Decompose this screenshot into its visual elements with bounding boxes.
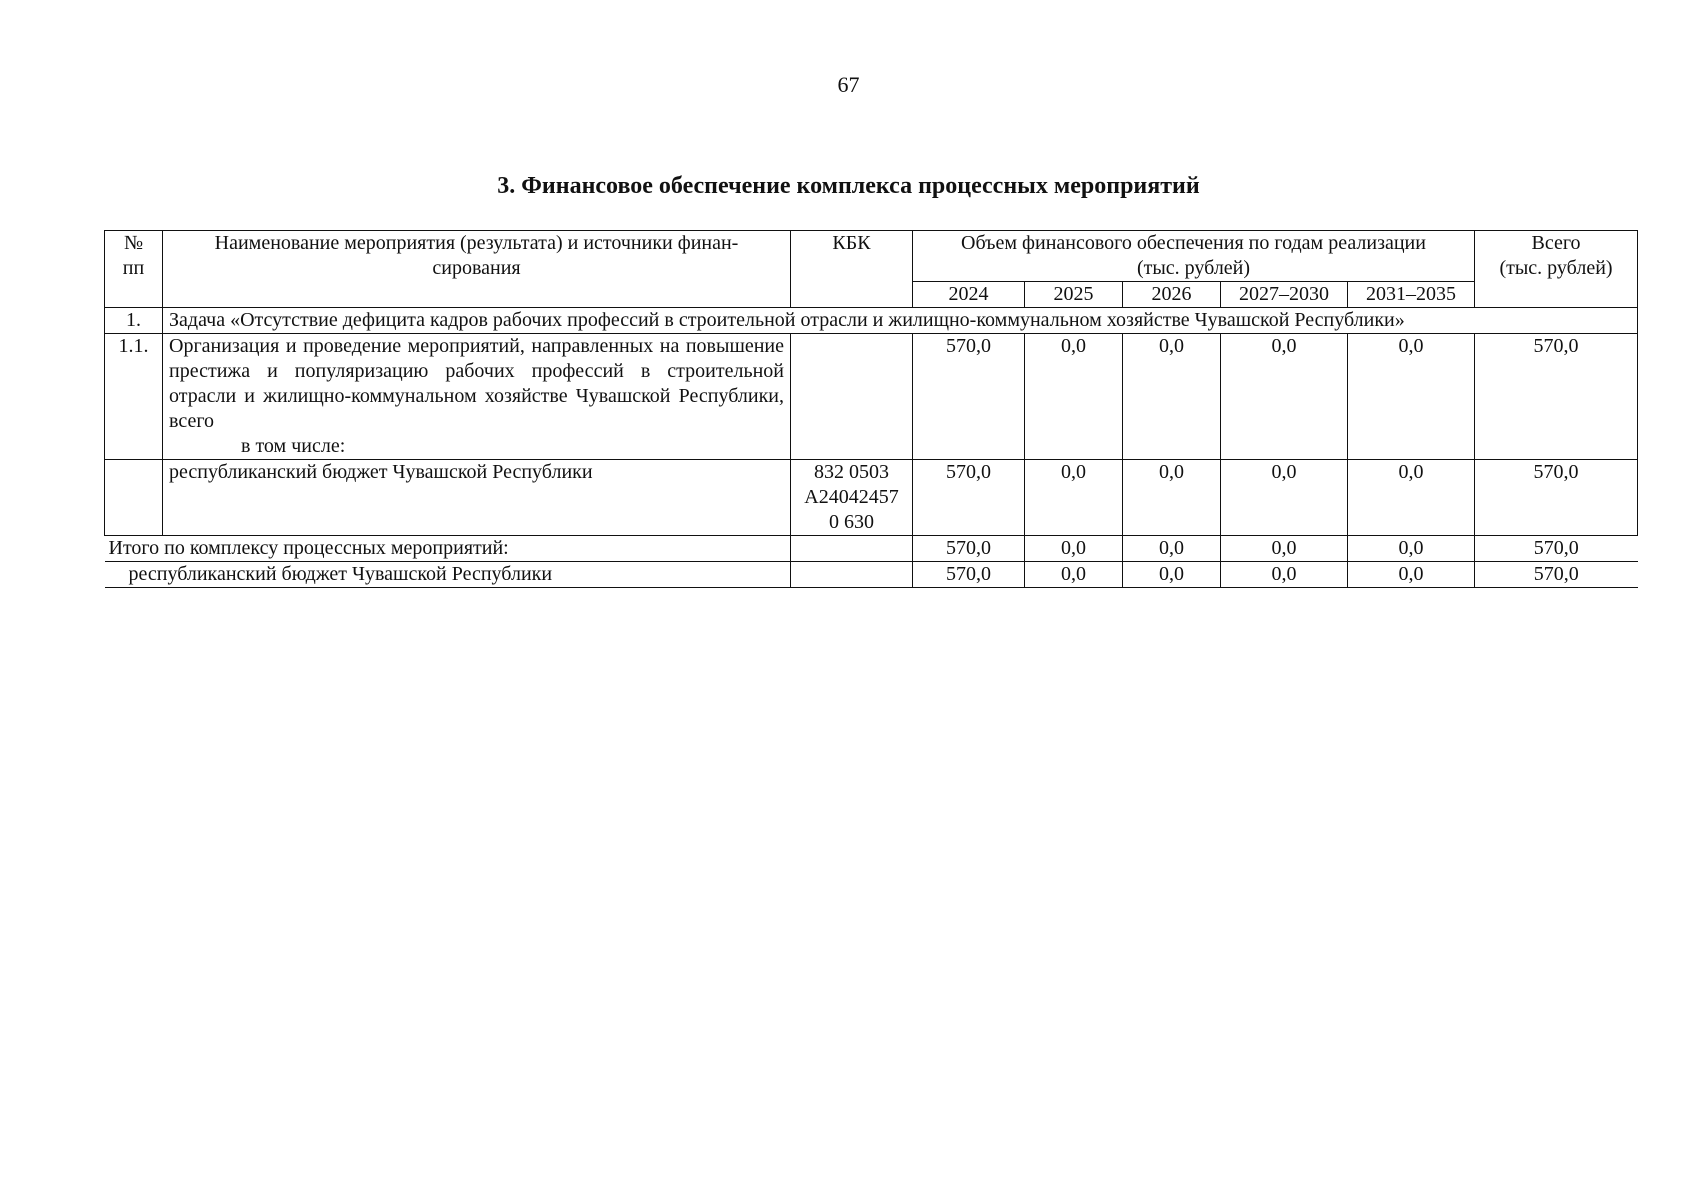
header-total: Всего (тыс. рублей) (1475, 231, 1638, 308)
header-year: 2024 (913, 282, 1025, 308)
summary-label: Итого по комплексу процессных мероприятий: (105, 536, 791, 562)
section-title: 3. Финансовое обеспечение комплекса процессных мероприятий (497, 173, 1200, 199)
budget-row (105, 460, 1638, 536)
summary-value: 570,0 (913, 536, 1025, 562)
kbk-line: 832 0503 (814, 461, 889, 483)
header-kbk: КБК (791, 231, 913, 308)
event-note: в том числе: (241, 435, 346, 457)
summary-row (105, 536, 1638, 562)
kbk-line: 0 630 (829, 511, 874, 533)
header-num: № пп (105, 231, 163, 308)
summary-budget-label: республиканский бюджет Чувашской Республики (105, 562, 791, 588)
header-year: 2027–2030 (1221, 282, 1348, 308)
event-value: 0,0 (1221, 334, 1348, 460)
financing-table (104, 230, 1638, 588)
summary-budget-value: 0,0 (1123, 562, 1221, 588)
header-row-1 (105, 231, 1638, 282)
summary-value: 0,0 (1025, 536, 1123, 562)
event-name: Организация и проведение мероприятий, направленных на повышение престижа и популяризацию рабочих профессий в строительной отрасли и жилищно-коммунальном хозяйстве Чувашской Республики, всего (169, 335, 784, 432)
budget-value: 0,0 (1348, 460, 1475, 536)
header-name: Наименование мероприятия (результата) и источники финан- сирования (163, 231, 791, 308)
budget-name: республиканский бюджет Чувашской Республики (163, 460, 791, 536)
budget-kbk (791, 460, 913, 536)
header-year: 2025 (1025, 282, 1123, 308)
summary-budget-value: 0,0 (1025, 562, 1123, 588)
event-row (105, 334, 1638, 460)
summary-budget-total: 570,0 (1475, 562, 1638, 588)
event-name-cell (163, 334, 791, 460)
summary-value: 0,0 (1348, 536, 1475, 562)
summary-budget-value: 0,0 (1348, 562, 1475, 588)
summary-value: 0,0 (1221, 536, 1348, 562)
event-total: 570,0 (1475, 334, 1638, 460)
budget-value: 0,0 (1123, 460, 1221, 536)
budget-value: 570,0 (913, 460, 1025, 536)
summary-budget-row (105, 562, 1638, 588)
task-row (105, 308, 1638, 334)
event-value: 0,0 (1025, 334, 1123, 460)
page-number: 67 (837, 72, 860, 97)
summary-value: 0,0 (1123, 536, 1221, 562)
event-value: 0,0 (1123, 334, 1221, 460)
event-num: 1.1. (105, 334, 163, 460)
summary-total: 570,0 (1475, 536, 1638, 562)
header-volume: Объем финансового обеспечения по годам реализации (тыс. рублей) (913, 231, 1475, 282)
task-num: 1. (105, 308, 163, 334)
budget-num (105, 460, 163, 536)
summary-budget-value: 0,0 (1221, 562, 1348, 588)
event-value: 570,0 (913, 334, 1025, 460)
header-year: 2031–2035 (1348, 282, 1475, 308)
budget-total: 570,0 (1475, 460, 1638, 536)
event-value: 0,0 (1348, 334, 1475, 460)
budget-value: 0,0 (1221, 460, 1348, 536)
summary-kbk (791, 536, 913, 562)
header-year: 2026 (1123, 282, 1221, 308)
summary-budget-value: 570,0 (913, 562, 1025, 588)
budget-value: 0,0 (1025, 460, 1123, 536)
event-kbk (791, 334, 913, 460)
kbk-line: A24042457 (804, 486, 899, 508)
task-text: Задача «Отсутствие дефицита кадров рабочих профессий в строительной отрасли и жилищно-коммунальном хозяйстве Чувашской Республики» (163, 308, 1638, 334)
summary-budget-kbk (791, 562, 913, 588)
